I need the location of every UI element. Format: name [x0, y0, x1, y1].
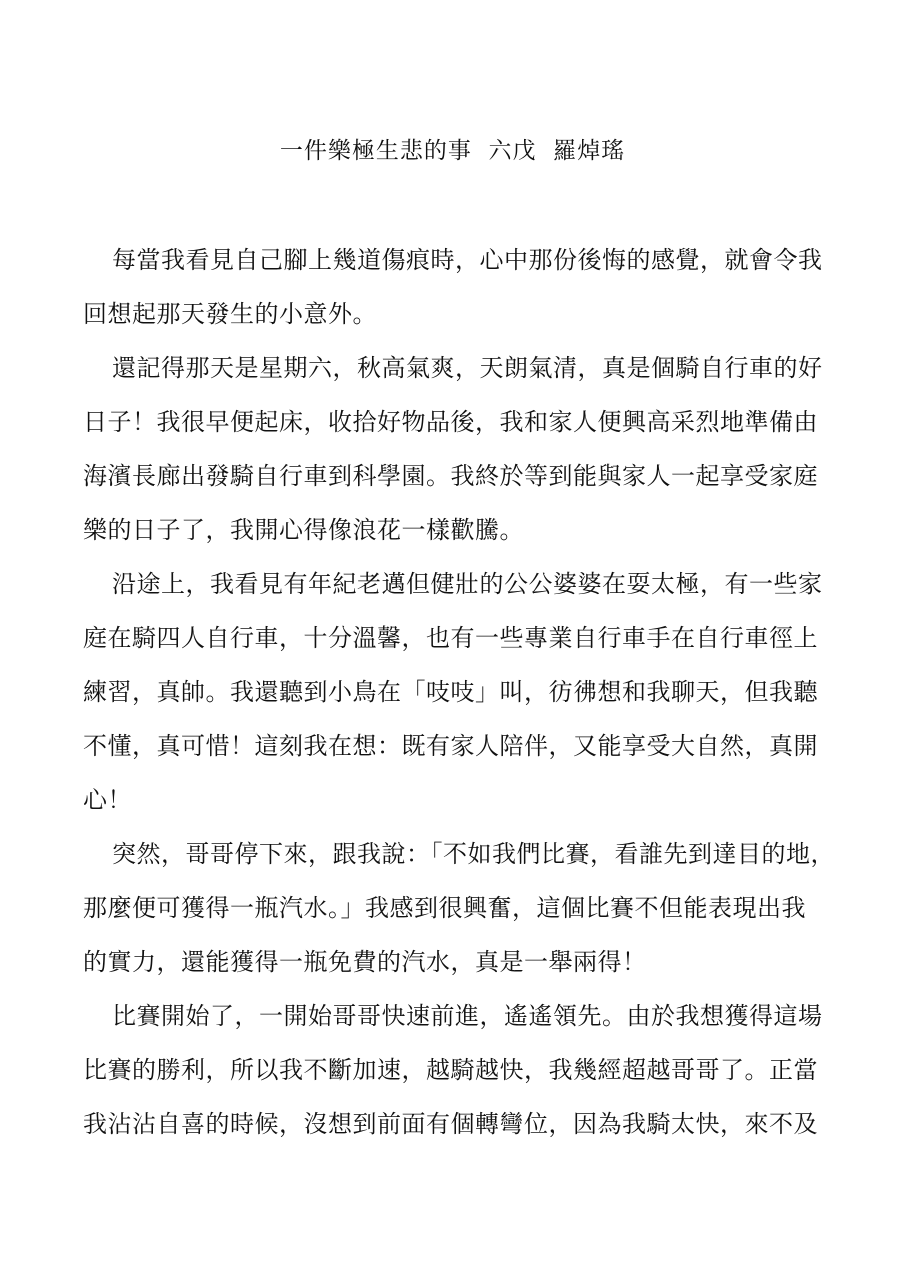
text-line: 練習，真帥。我還聽到小鳥在「吱吱」叫，彷彿想和我聊天，但我聽 [83, 678, 818, 706]
text-line: 比賽開始了，一開始哥哥快速前進，遙遙領先。由於我想獲得這場 [112, 1002, 823, 1030]
text-line: 那麼便可獲得一瓶汽水。」我感到很興奮，這個比賽不但能表現出我 [83, 894, 806, 922]
text-line: 比賽的勝利，所以我不斷加速，越騎越快，我幾經超越哥哥了。正當 [83, 1056, 818, 1084]
text-line: 沿途上，我看見有年紀老邁但健壯的公公婆婆在耍太極，有一些家 [112, 570, 823, 598]
text-line: 不懂，真可惜！這刻我在想：既有家人陪伴，又能享受大自然，真開 [83, 732, 818, 760]
text-line: 還記得那天是星期六，秋高氣爽，天朗氣清，真是個騎自行車的好 [112, 354, 823, 382]
text-line: 心！ [83, 786, 132, 814]
text-line: 樂的日子了，我開心得像浪花一樣歡騰。 [83, 516, 524, 544]
text-line: 每當我看見自己腳上幾道傷痕時，心中那份後悔的感覺，就會令我 [112, 246, 823, 274]
text-line: 回想起那天發生的小意外。 [83, 300, 377, 328]
essay-title: 一件樂極生悲的事 六戊 羅焯瑤 [279, 138, 626, 164]
text-line: 我沾沾自喜的時候，沒想到前面有個轉彎位，因為我騎太快，來不及 [83, 1110, 818, 1138]
text-line: 日子！我很早便起床，收拾好物品後，我和家人便興高采烈地準備由 [83, 408, 818, 436]
text-line: 海濱長廊出發騎自行車到科學園。我終於等到能與家人一起享受家庭 [83, 462, 818, 490]
text-line: 的實力，還能獲得一瓶免費的汽水，真是一舉兩得！ [83, 948, 647, 976]
text-line: 庭在騎四人自行車，十分溫馨，也有一些專業自行車手在自行車徑上 [83, 624, 818, 652]
text-line: 突然，哥哥停下來，跟我說：「不如我們比賽，看誰先到達目的地， [112, 840, 835, 868]
